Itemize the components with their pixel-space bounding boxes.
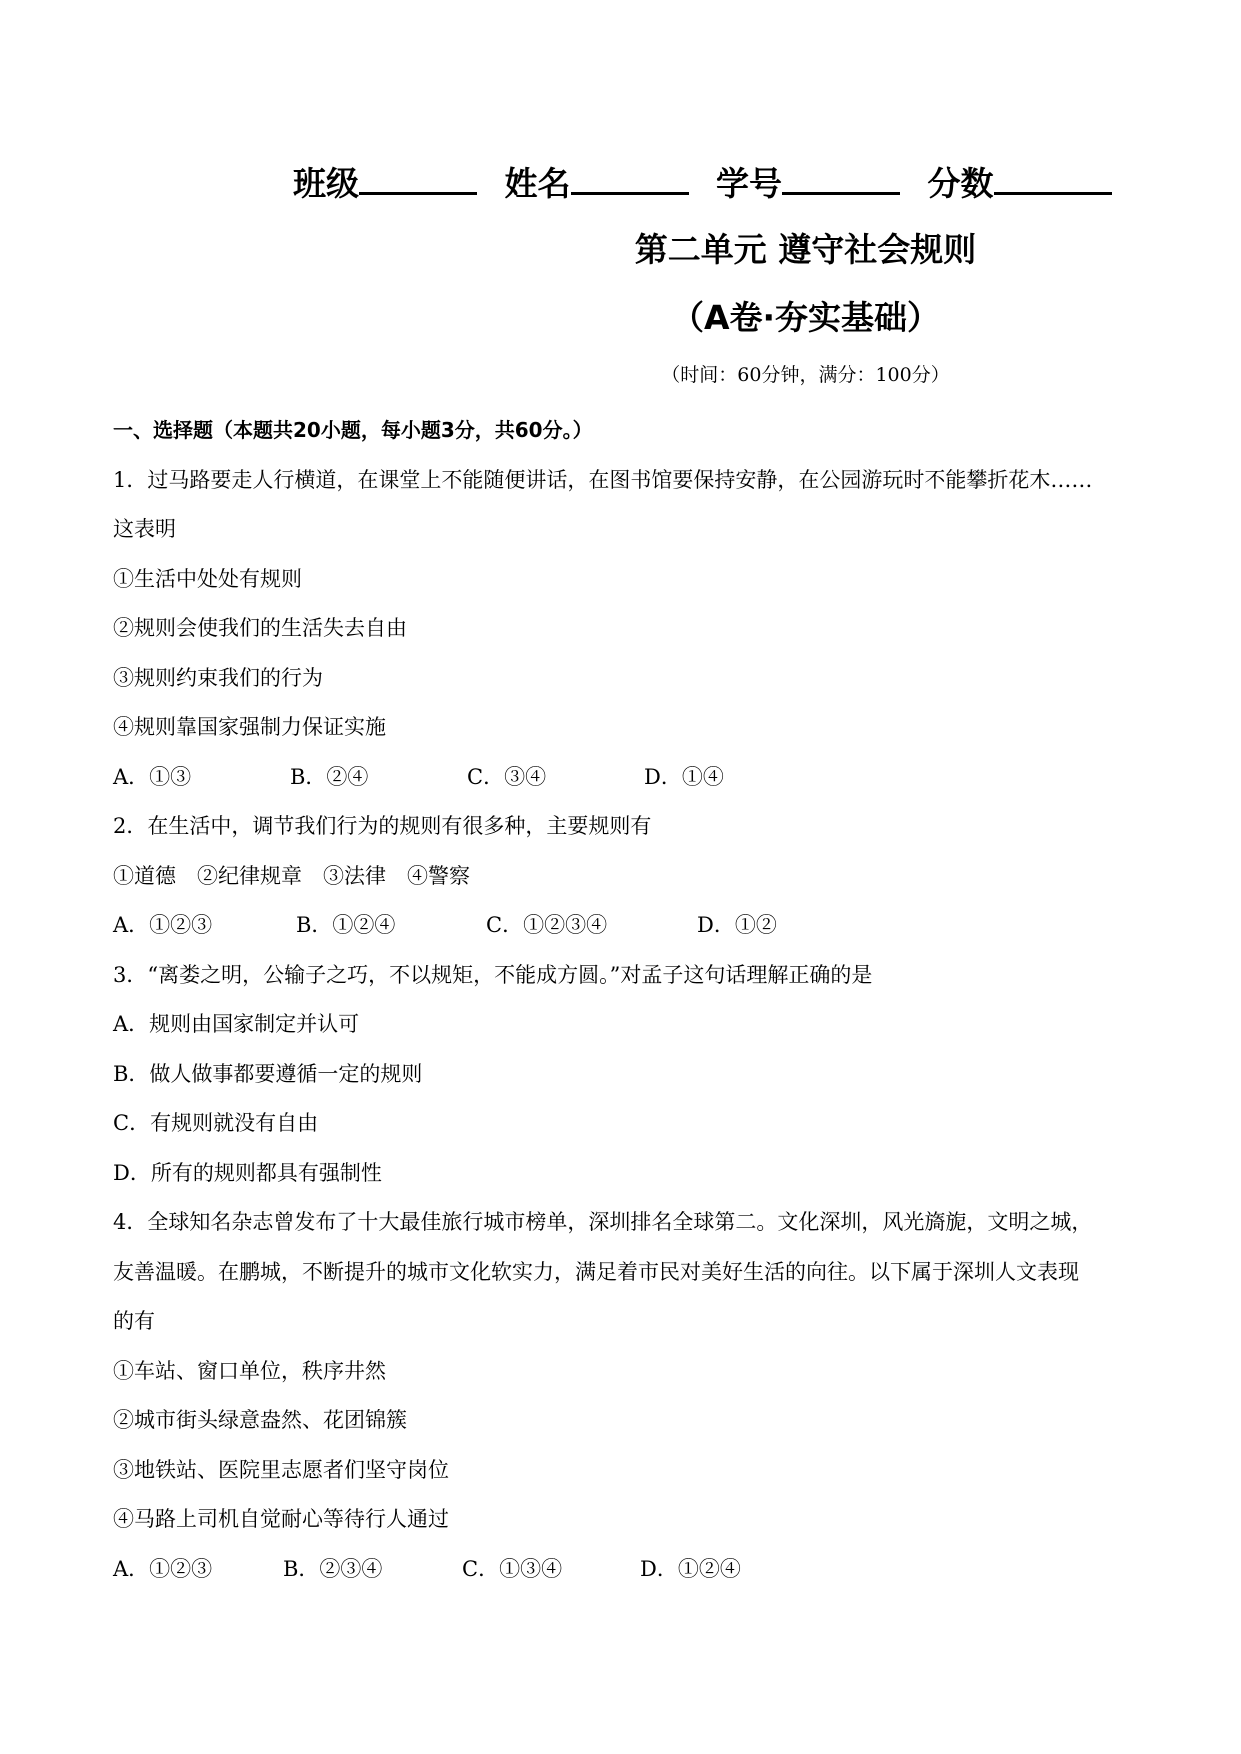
question-1-options: [113, 753, 1133, 803]
class-blank[interactable]: [359, 166, 477, 195]
section-heading: 一、选择题（本题共20小题，每小题3分，共60分。）: [113, 418, 593, 442]
option-c[interactable]: C．①②③④: [486, 913, 608, 937]
option-c[interactable]: C．①③④: [462, 1556, 563, 1581]
name-label: 姓名: [504, 164, 571, 203]
option-b[interactable]: B．②④: [290, 764, 369, 789]
question-4-statement: ①车站、窗口单位，秩序井然: [113, 1358, 386, 1383]
student-info-fields: [293, 158, 1128, 205]
score-field[interactable]: [928, 158, 1112, 205]
name-blank[interactable]: [571, 166, 689, 195]
class-label: 班级: [293, 164, 359, 203]
question-1-statement: ③规则约束我们的行为: [113, 665, 323, 690]
question-2-statement: ①道德 ②纪律规章 ③法律 ④警察: [113, 863, 470, 888]
option-a[interactable]: A．①②③: [113, 1556, 213, 1581]
option-a[interactable]: A．规则由国家制定并认可: [113, 1012, 360, 1036]
option-d[interactable]: D．①④: [644, 764, 724, 789]
time-note: （时间：60分钟，满分：100分）: [661, 364, 950, 386]
question-1-statement: ①生活中处处有规则: [113, 566, 302, 591]
option-a[interactable]: A．①③: [113, 764, 192, 789]
student-id-field[interactable]: [716, 158, 900, 205]
option-c[interactable]: C．③④: [467, 764, 547, 789]
question-1-stem-cont: 这表明: [113, 517, 176, 541]
question-1-statement: ②规则会使我们的生活失去自由: [113, 616, 407, 640]
name-field[interactable]: [505, 158, 689, 205]
question-content: [113, 406, 1133, 1594]
student-id-label: 学号: [716, 164, 782, 203]
question-4-stem-cont: 的有: [113, 1309, 155, 1333]
option-d[interactable]: D．所有的规则都具有强制性: [113, 1160, 382, 1185]
score-blank[interactable]: [994, 166, 1112, 195]
question-2-stem: 2．在生活中，调节我们行为的规则有很多种，主要规则有: [113, 814, 652, 838]
question-4-statement: ③地铁站、医院里志愿者们坚守岗位: [113, 1457, 449, 1482]
option-a[interactable]: A．①②③: [113, 913, 213, 937]
question-3-stem: 3．“离娄之明，公输子之巧，不以规矩，不能成方圆。”对孟子这句话理解正确的是: [113, 962, 873, 987]
question-4-stem-cont: 友善温暖。在鹏城，不断提升的城市文化软实力，满足着市民对美好生活的向往。以下属于深圳人文表现: [113, 1259, 1079, 1284]
unit-title: 第二单元 遵守社会规则: [634, 230, 977, 269]
class-field[interactable]: [293, 158, 477, 205]
question-2-options: [113, 901, 1133, 951]
option-b[interactable]: B．②③④: [283, 1556, 383, 1581]
question-4-statement: ②城市街头绿意盎然、花团锦簇: [113, 1408, 407, 1432]
option-c[interactable]: C．有规则就没有自由: [113, 1111, 319, 1135]
question-1-stem: 1．过马路要走人行横道，在课堂上不能随便讲话，在图书馆要保持安静，在公园游玩时不能攀折花木……: [113, 467, 1093, 492]
option-d[interactable]: D．①②④: [640, 1556, 741, 1581]
option-b[interactable]: B．做人做事都要遵循一定的规则: [113, 1061, 423, 1086]
option-b[interactable]: B．①②④: [296, 913, 396, 937]
student-id-blank[interactable]: [782, 166, 900, 195]
option-d[interactable]: D．①②: [697, 913, 777, 937]
question-1-statement: ④规则靠国家强制力保证实施: [113, 715, 386, 739]
score-label: 分数: [927, 164, 994, 203]
question-4-options: [113, 1545, 1133, 1595]
question-4-statement: ④马路上司机自觉耐心等待行人通过: [113, 1507, 449, 1531]
paper-subtitle: （A卷·夯实基础）: [670, 298, 941, 337]
question-4-stem: 4．全球知名杂志曾发布了十大最佳旅行城市榜单，深圳排名全球第二。文化深圳，风光旖旎，文明之城，: [113, 1210, 1093, 1234]
